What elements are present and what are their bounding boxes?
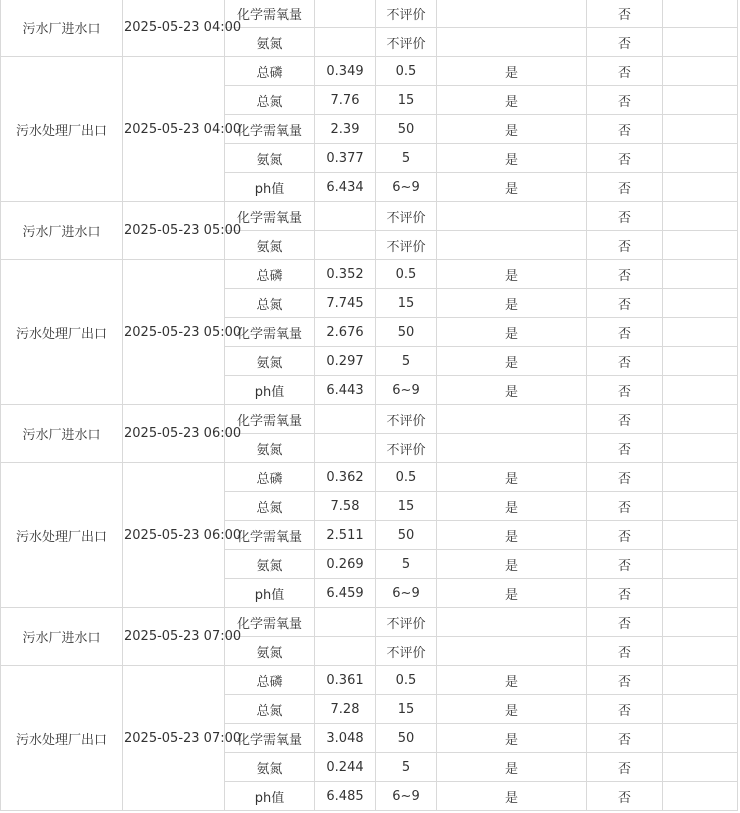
table-row [1, 666, 738, 695]
site-cell: 污水处理厂出口 [1, 260, 123, 405]
item-cell: 总磷 [225, 57, 315, 86]
exceed-cell: 否 [587, 86, 663, 115]
value-cell: 0.269 [315, 550, 376, 579]
compliant-cell: 是 [437, 666, 587, 695]
item-cell: 总氮 [225, 289, 315, 318]
item-cell: 氨氮 [225, 347, 315, 376]
exceed-cell: 否 [587, 318, 663, 347]
limit-cell: 6~9 [376, 376, 437, 405]
value-cell: 0.361 [315, 666, 376, 695]
exceed-cell: 否 [587, 695, 663, 724]
item-cell: 氨氮 [225, 144, 315, 173]
compliant-cell: 是 [437, 550, 587, 579]
remark-cell [663, 86, 738, 115]
remark-cell [663, 347, 738, 376]
value-cell: 2.511 [315, 521, 376, 550]
value-cell: 0.297 [315, 347, 376, 376]
exceed-cell: 否 [587, 434, 663, 463]
compliant-cell: 是 [437, 724, 587, 753]
time-cell: 2025-05-23 06:00 [123, 405, 225, 463]
compliant-cell [437, 231, 587, 260]
item-cell: 氨氮 [225, 434, 315, 463]
compliant-cell: 是 [437, 347, 587, 376]
exceed-cell: 否 [587, 666, 663, 695]
remark-cell [663, 695, 738, 724]
remark-cell [663, 0, 738, 28]
value-cell [315, 608, 376, 637]
remark-cell [663, 376, 738, 405]
compliant-cell: 是 [437, 57, 587, 86]
site-cell: 污水厂进水口 [1, 405, 123, 463]
exceed-cell: 否 [587, 637, 663, 666]
item-cell: 化学需氧量 [225, 318, 315, 347]
item-cell: ph值 [225, 579, 315, 608]
limit-cell: 0.5 [376, 666, 437, 695]
compliant-cell: 是 [437, 115, 587, 144]
limit-cell: 不评价 [376, 434, 437, 463]
exceed-cell: 否 [587, 173, 663, 202]
exceed-cell: 否 [587, 724, 663, 753]
limit-cell: 0.5 [376, 57, 437, 86]
value-cell: 6.485 [315, 782, 376, 811]
time-cell: 2025-05-23 05:00 [123, 260, 225, 405]
value-cell: 6.434 [315, 173, 376, 202]
limit-cell: 不评价 [376, 0, 437, 28]
exceed-cell: 否 [587, 144, 663, 173]
item-cell: 化学需氧量 [225, 202, 315, 231]
limit-cell: 不评价 [376, 28, 437, 57]
compliant-cell: 是 [437, 463, 587, 492]
site-cell: 污水处理厂出口 [1, 666, 123, 811]
value-cell: 3.048 [315, 724, 376, 753]
item-cell: ph值 [225, 376, 315, 405]
remark-cell [663, 289, 738, 318]
remark-cell [663, 463, 738, 492]
compliant-cell: 是 [437, 173, 587, 202]
item-cell: 化学需氧量 [225, 115, 315, 144]
time-cell: 2025-05-23 07:00 [123, 666, 225, 811]
compliant-cell [437, 28, 587, 57]
limit-cell: 不评价 [376, 637, 437, 666]
limit-cell: 5 [376, 753, 437, 782]
compliant-cell: 是 [437, 318, 587, 347]
table-row [1, 405, 738, 434]
item-cell: ph值 [225, 173, 315, 202]
limit-cell: 50 [376, 521, 437, 550]
remark-cell [663, 28, 738, 57]
value-cell [315, 637, 376, 666]
item-cell: 化学需氧量 [225, 405, 315, 434]
remark-cell [663, 57, 738, 86]
exceed-cell: 否 [587, 202, 663, 231]
value-cell: 0.244 [315, 753, 376, 782]
value-cell: 2.676 [315, 318, 376, 347]
remark-cell [663, 521, 738, 550]
limit-cell: 6~9 [376, 579, 437, 608]
exceed-cell: 否 [587, 289, 663, 318]
value-cell: 6.459 [315, 579, 376, 608]
table-row [1, 202, 738, 231]
item-cell: 氨氮 [225, 231, 315, 260]
item-cell: 总氮 [225, 86, 315, 115]
remark-cell [663, 405, 738, 434]
value-cell [315, 0, 376, 28]
limit-cell: 15 [376, 86, 437, 115]
limit-cell: 0.5 [376, 260, 437, 289]
item-cell: 总磷 [225, 260, 315, 289]
exceed-cell: 否 [587, 57, 663, 86]
value-cell: 6.443 [315, 376, 376, 405]
compliant-cell: 是 [437, 753, 587, 782]
exceed-cell: 否 [587, 521, 663, 550]
remark-cell [663, 434, 738, 463]
compliant-cell: 是 [437, 521, 587, 550]
remark-cell [663, 724, 738, 753]
compliant-cell: 是 [437, 782, 587, 811]
compliant-cell [437, 202, 587, 231]
exceed-cell: 否 [587, 376, 663, 405]
limit-cell: 50 [376, 115, 437, 144]
remark-cell [663, 260, 738, 289]
compliant-cell: 是 [437, 492, 587, 521]
item-cell: 氨氮 [225, 550, 315, 579]
limit-cell: 15 [376, 289, 437, 318]
compliant-cell: 是 [437, 579, 587, 608]
value-cell [315, 405, 376, 434]
limit-cell: 6~9 [376, 782, 437, 811]
limit-cell: 5 [376, 347, 437, 376]
value-cell: 0.377 [315, 144, 376, 173]
limit-cell: 50 [376, 724, 437, 753]
exceed-cell: 否 [587, 550, 663, 579]
exceed-cell: 否 [587, 231, 663, 260]
limit-cell: 不评价 [376, 231, 437, 260]
exceed-cell: 否 [587, 579, 663, 608]
compliant-cell: 是 [437, 260, 587, 289]
time-cell: 2025-05-23 05:00 [123, 202, 225, 260]
remark-cell [663, 318, 738, 347]
remark-cell [663, 492, 738, 521]
remark-cell [663, 666, 738, 695]
item-cell: 化学需氧量 [225, 521, 315, 550]
site-cell: 污水厂进水口 [1, 608, 123, 666]
remark-cell [663, 144, 738, 173]
compliant-cell [437, 637, 587, 666]
item-cell: ph值 [225, 782, 315, 811]
exceed-cell: 否 [587, 28, 663, 57]
remark-cell [663, 782, 738, 811]
item-cell: 总氮 [225, 492, 315, 521]
compliant-cell: 是 [437, 86, 587, 115]
limit-cell: 0.5 [376, 463, 437, 492]
remark-cell [663, 753, 738, 782]
item-cell: 总磷 [225, 666, 315, 695]
exceed-cell: 否 [587, 753, 663, 782]
time-cell: 2025-05-23 07:00 [123, 608, 225, 666]
exceed-cell: 否 [587, 463, 663, 492]
item-cell: 氨氮 [225, 28, 315, 57]
site-cell: 污水厂进水口 [1, 202, 123, 260]
time-cell: 2025-05-23 06:00 [123, 463, 225, 608]
limit-cell: 不评价 [376, 608, 437, 637]
value-cell: 0.349 [315, 57, 376, 86]
table-row [1, 0, 738, 28]
exceed-cell: 否 [587, 405, 663, 434]
remark-cell [663, 579, 738, 608]
compliant-cell [437, 0, 587, 28]
item-cell: 总氮 [225, 695, 315, 724]
time-cell: 2025-05-23 04:00 [123, 0, 225, 57]
compliant-cell: 是 [437, 144, 587, 173]
remark-cell [663, 608, 738, 637]
remark-cell [663, 202, 738, 231]
value-cell: 7.28 [315, 695, 376, 724]
limit-cell: 不评价 [376, 202, 437, 231]
site-cell: 污水处理厂出口 [1, 57, 123, 202]
value-cell: 7.745 [315, 289, 376, 318]
value-cell [315, 202, 376, 231]
limit-cell: 5 [376, 550, 437, 579]
value-cell [315, 231, 376, 260]
table-row [1, 260, 738, 289]
item-cell: 化学需氧量 [225, 0, 315, 28]
exceed-cell: 否 [587, 115, 663, 144]
value-cell: 0.352 [315, 260, 376, 289]
exceed-cell: 否 [587, 260, 663, 289]
exceed-cell: 否 [587, 782, 663, 811]
item-cell: 氨氮 [225, 753, 315, 782]
compliant-cell: 是 [437, 695, 587, 724]
item-cell: 化学需氧量 [225, 724, 315, 753]
compliant-cell [437, 405, 587, 434]
value-cell [315, 434, 376, 463]
value-cell: 0.362 [315, 463, 376, 492]
compliant-cell [437, 434, 587, 463]
remark-cell [663, 115, 738, 144]
limit-cell: 15 [376, 492, 437, 521]
item-cell: 氨氮 [225, 637, 315, 666]
limit-cell: 50 [376, 318, 437, 347]
item-cell: 总磷 [225, 463, 315, 492]
value-cell: 2.39 [315, 115, 376, 144]
remark-cell [663, 231, 738, 260]
site-cell: 污水厂进水口 [1, 0, 123, 57]
remark-cell [663, 173, 738, 202]
limit-cell: 5 [376, 144, 437, 173]
site-cell: 污水处理厂出口 [1, 463, 123, 608]
exceed-cell: 否 [587, 608, 663, 637]
exceed-cell: 否 [587, 0, 663, 28]
exceed-cell: 否 [587, 492, 663, 521]
value-cell [315, 28, 376, 57]
remark-cell [663, 637, 738, 666]
table-row [1, 463, 738, 492]
limit-cell: 15 [376, 695, 437, 724]
value-cell: 7.58 [315, 492, 376, 521]
remark-cell [663, 550, 738, 579]
limit-cell: 6~9 [376, 173, 437, 202]
compliant-cell: 是 [437, 289, 587, 318]
item-cell: 化学需氧量 [225, 608, 315, 637]
table-row [1, 57, 738, 86]
value-cell: 7.76 [315, 86, 376, 115]
exceed-cell: 否 [587, 347, 663, 376]
table-body [1, 0, 738, 811]
compliant-cell [437, 608, 587, 637]
time-cell: 2025-05-23 04:00 [123, 57, 225, 202]
limit-cell: 不评价 [376, 405, 437, 434]
compliant-cell: 是 [437, 376, 587, 405]
table-row [1, 608, 738, 637]
